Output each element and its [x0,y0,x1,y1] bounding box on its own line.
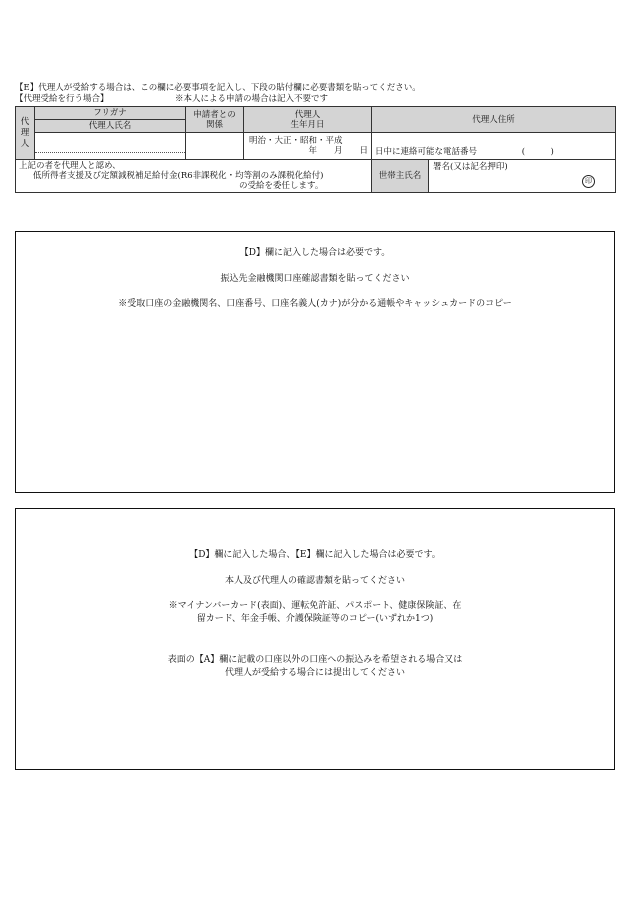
bank-document-paste-area [15,231,615,493]
box-id-line3a: ※マイナンバーカード(表面)、運転免許証、パスポート、健康保険証、在 [168,601,462,611]
box-id-line1: 【D】欄に記入した場合、【E】欄に記入した場合は必要です。 [189,550,441,560]
seal-icon: 印 [582,175,595,188]
box-d-line3: ※受取口座の金融機関名、口座番号、口座名義人(カナ)が分かる通帳やキャッシュカードのコピー [118,299,512,309]
date-units: 年 月 日 [308,146,368,156]
signature-label: 署名(又は記名押印) [433,162,508,172]
proxy-table [15,106,616,193]
box-id-line2: 本人及び代理人の確認書類を貼ってください [224,576,405,586]
box-id-line4b: 代理人が受給する場合には提出してください [224,668,405,678]
id-document-paste-area [15,508,615,770]
furigana-header: フリガナ [35,107,186,120]
section-e-heading: 【E】代理人が受給する場合は、この欄に必要事項を記入し、下段の貼付欄に必要書類を貼ってください。 [15,83,421,93]
relationship-header: 申請者との 関係 [186,107,244,133]
box-id-line3b: 留カード、年金手帳、介護保険証等のコピー(いずれか1つ) [196,614,434,624]
proxy-title: 【代理受給を行う場合】 [15,94,109,104]
box-d-line1: 【D】欄に記入した場合は必要です。 [239,248,391,258]
householder-label: 世帯主氏名 [372,160,429,193]
address-field[interactable] [372,133,616,160]
phone-field[interactable]: ( ) [521,147,554,157]
relationship-field[interactable] [186,133,244,160]
consent-text: 上記の者を代理人と認め、 低所得者支援及び定額減税補足給付金(R6非課税化・均等割のみ課税化給付) の受給を委任します。 [16,160,372,193]
proxy-side-label: 代 理 人 [16,107,35,160]
birthdate-header: 代理人 生年月日 [244,107,372,133]
address-header: 代理人住所 [372,107,616,133]
box-id-line4a: 表面の【A】欄に記載の口座以外の口座への振込みを希望される場合又は [167,655,463,665]
phone-label: 日中に連絡可能な電話番号 [375,147,478,157]
box-d-line2: 振込先金融機関口座確認書類を貼ってください [220,274,410,284]
proxy-name-header: 代理人氏名 [35,120,186,133]
era-options: 明治・大正・昭和・平成 [249,136,343,146]
proxy-name-field[interactable] [35,133,186,160]
birthdate-field[interactable] [244,133,372,160]
proxy-note: ※本人による申請の場合は記入不要です [175,94,329,104]
signature-field[interactable] [429,160,616,193]
